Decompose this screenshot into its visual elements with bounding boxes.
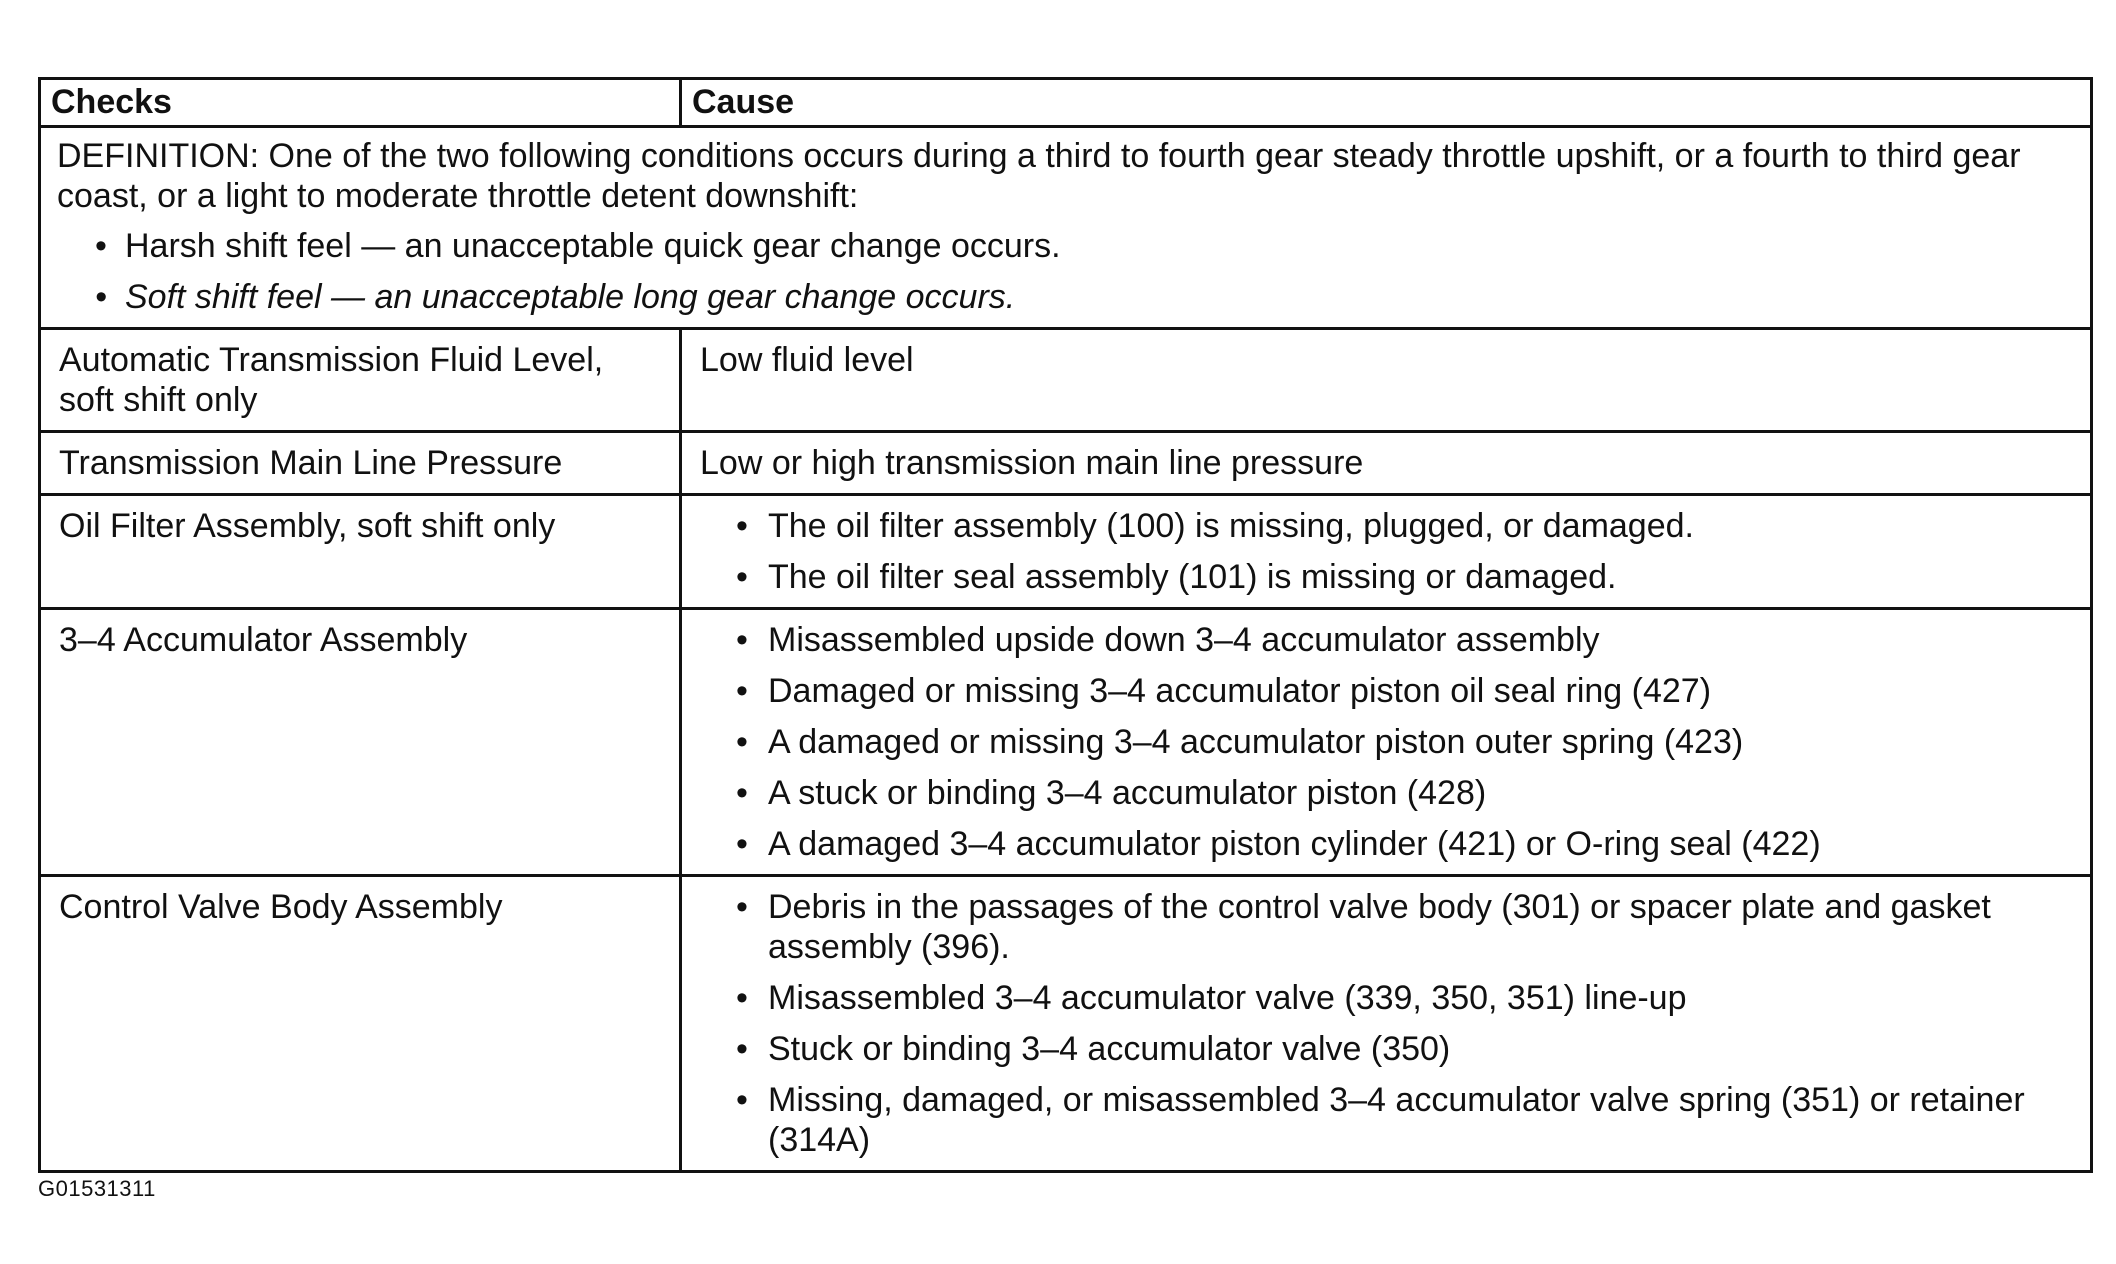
bullet-icon: • [736, 979, 748, 1017]
table-row [40, 329, 2092, 432]
table-row [40, 432, 2092, 495]
bullet-icon: • [736, 1030, 748, 1068]
cause-text: Missing, damaged, or misassembled 3–4 accumulator valve spring (351) or retainer (314A) [768, 1081, 2025, 1159]
bullet-icon: • [736, 723, 748, 761]
cause-list [732, 620, 2072, 864]
checks-column-header: Checks [40, 79, 681, 127]
cause-list [732, 887, 2072, 1160]
cause-text: A stuck or binding 3–4 accumulator piston (428) [768, 774, 1487, 812]
bullet-icon: • [95, 227, 107, 265]
list-item [732, 887, 2072, 967]
check-cell: Automatic Transmission Fluid Level, soft shift only [40, 329, 681, 432]
definition-bullet-text: Harsh shift feel — an unacceptable quick gear change occurs. [125, 227, 1061, 265]
cause-text: The oil filter assembly (100) is missing, plugged, or damaged. [768, 507, 1694, 545]
cause-text: Misassembled 3–4 accumulator valve (339, 350, 351) line-up [768, 979, 1687, 1017]
list-item [732, 1029, 2072, 1069]
definition-bullets [57, 226, 2074, 317]
diagnosis-table-page [38, 77, 2090, 1173]
list-item [732, 671, 2072, 711]
list-item [732, 773, 2072, 813]
cause-text: Damaged or missing 3–4 accumulator piston oil seal ring (427) [768, 672, 1712, 710]
bullet-icon: • [736, 774, 748, 812]
list-item [732, 978, 2072, 1018]
check-cell: Oil Filter Assembly, soft shift only [40, 495, 681, 609]
cause-column-header: Cause [681, 79, 2092, 127]
list-item [732, 1080, 2072, 1160]
cause-text: Stuck or binding 3–4 accumulator valve (350) [768, 1030, 1451, 1068]
definition-bullet-text: Soft shift feel — an unacceptable long gear change occurs. [125, 278, 1016, 316]
bullet-icon: • [736, 888, 748, 926]
check-cell: Transmission Main Line Pressure [40, 432, 681, 495]
figure-code: G01531311 [38, 1176, 156, 1201]
cause-text: The oil filter seal assembly (101) is missing or damaged. [768, 558, 1617, 596]
table-header-row [40, 79, 2092, 127]
bullet-icon: • [736, 621, 748, 659]
bullet-icon: • [736, 507, 748, 545]
cause-cell [681, 609, 2092, 876]
definition-cell [40, 127, 2092, 329]
bullet-icon: • [736, 825, 748, 863]
cause-text: A damaged 3–4 accumulator piston cylinder (421) or O-ring seal (422) [768, 825, 1821, 863]
list-item [732, 557, 2072, 597]
table-row [40, 495, 2092, 609]
table-row [40, 609, 2092, 876]
diagnosis-table [38, 77, 2093, 1173]
definition-bullet-soft [57, 277, 2074, 317]
cause-cell: Low or high transmission main line pressure [681, 432, 2092, 495]
bullet-icon: • [736, 558, 748, 596]
table-row [40, 876, 2092, 1172]
cause-cell [681, 876, 2092, 1172]
list-item [732, 824, 2072, 864]
list-item [732, 722, 2072, 762]
bullet-icon: • [736, 1081, 748, 1119]
cause-list [732, 506, 2072, 597]
cause-cell [681, 495, 2092, 609]
list-item [732, 506, 2072, 546]
definition-row [40, 127, 2092, 329]
definition-text: DEFINITION: One of the two following conditions occurs during a third to fourth gear steady throttle upshift, or a fourth to third gear coast, or a light to moderate throttle detent downshift: [57, 137, 2021, 215]
list-item [732, 620, 2072, 660]
cause-cell: Low fluid level [681, 329, 2092, 432]
bullet-icon: • [95, 278, 107, 316]
check-cell: Control Valve Body Assembly [40, 876, 681, 1172]
definition-bullet-harsh [57, 226, 2074, 266]
cause-text: Misassembled upside down 3–4 accumulator assembly [768, 621, 1600, 659]
cause-text: A damaged or missing 3–4 accumulator piston outer spring (423) [768, 723, 1744, 761]
cause-text: Debris in the passages of the control valve body (301) or spacer plate and gasket assembly (396). [768, 888, 1991, 966]
check-cell: 3–4 Accumulator Assembly [40, 609, 681, 876]
bullet-icon: • [736, 672, 748, 710]
